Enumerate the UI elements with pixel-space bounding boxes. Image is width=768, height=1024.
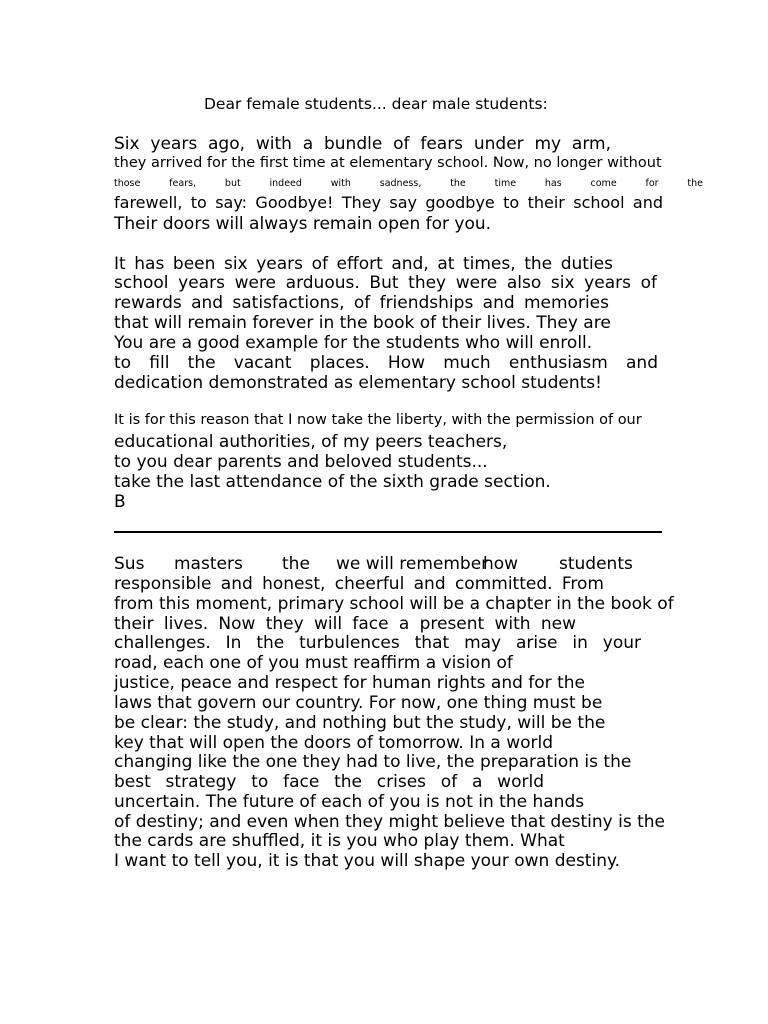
paragraph-2-line-3: rewards and satisfactions, of friendships and memories [114, 293, 609, 313]
paragraph-4-line-8: laws that govern our country. For now, one thing must be [114, 693, 603, 713]
paragraph-4-line-2: responsible and honest, cheerful and committed. From [114, 574, 604, 594]
paragraph-1-line-1: Six years ago, with a bundle of fears under my arm, [114, 134, 611, 154]
paragraph-4-line-14: of destiny; and even when they might believe that destiny is the [114, 812, 666, 832]
paragraph-3-line-2: educational authorities, of my peers teachers, [114, 432, 508, 452]
paragraph-4-line-11: changing like the one they had to live, the preparation is the [114, 752, 632, 772]
paragraph-4-word-2: masters [174, 554, 243, 574]
paragraph-2-line-1: It has been six years of effort and, at times, the duties [114, 254, 613, 274]
paragraph-4-line-13: uncertain. The future of each of you is not in the hands [114, 792, 585, 812]
paragraph-2-line-7: dedication demonstrated as elementary school students! [114, 373, 602, 393]
paragraph-4-word-3: the [282, 554, 310, 574]
paragraph-4-line-12: best strategy to face the crises of a world [114, 772, 544, 792]
salutation: Dear female students... dear male students: [204, 95, 548, 113]
paragraph-4-word-6: students [559, 554, 633, 574]
paragraph-4-line-9: be clear: the study, and nothing but the study, will be the [114, 713, 606, 733]
paragraph-4-word-1: Sus [114, 554, 145, 574]
paragraph-1-line-2: they arrived for the first time at elementary school. Now, no longer without [114, 155, 662, 171]
paragraph-2-line-6: to fill the vacant places. How much enthusiasm and [114, 353, 658, 373]
paragraph-4-word-4: we will remember [336, 554, 489, 574]
paragraph-2-line-4: that will remain forever in the book of their lives. They are [114, 313, 611, 333]
horizontal-divider [114, 531, 662, 533]
paragraph-3-line-1: It is for this reason that I now take the liberty, with the permission of our [114, 412, 642, 428]
paragraph-4-line-4: their lives. Now they will face a present with new [114, 614, 576, 634]
paragraph-2-line-5: You are a good example for the students who will enroll. [114, 333, 593, 353]
paragraph-4-line-7: justice, peace and respect for human rights and for the [114, 673, 585, 693]
paragraph-1-line-5: Their doors will always remain open for you. [114, 214, 492, 234]
paragraph-4-line-5: challenges. In the turbulences that may arise in your [114, 633, 641, 653]
paragraph-4-line-16: I want to tell you, it is that you will shape your own destiny. [114, 851, 621, 871]
paragraph-4-line-3: from this moment, primary school will be a chapter in the book of [114, 594, 674, 614]
paragraph-1-line-4: farewell, to say: Goodbye! They say goodbye to their school and [114, 193, 663, 212]
paragraph-3-line-4: take the last attendance of the sixth grade section. [114, 472, 551, 492]
paragraph-3-line-3: to you dear parents and beloved students... [114, 452, 488, 472]
paragraph-3-line-5: B [114, 492, 126, 512]
paragraph-4-line-15: the cards are shuffled, it is you who play them. What [114, 831, 565, 851]
paragraph-2-line-2: school years were arduous. But they were also six years of [114, 273, 657, 293]
paragraph-1-line-3: those fears, but indeed with sadness, the time has come for the [114, 178, 703, 189]
paragraph-4-line-6: road, each one of you must reaffirm a vision of [114, 653, 513, 673]
paragraph-4-line-10: key that will open the doors of tomorrow. In a world [114, 733, 554, 753]
paragraph-4-word-5: how [483, 554, 519, 574]
